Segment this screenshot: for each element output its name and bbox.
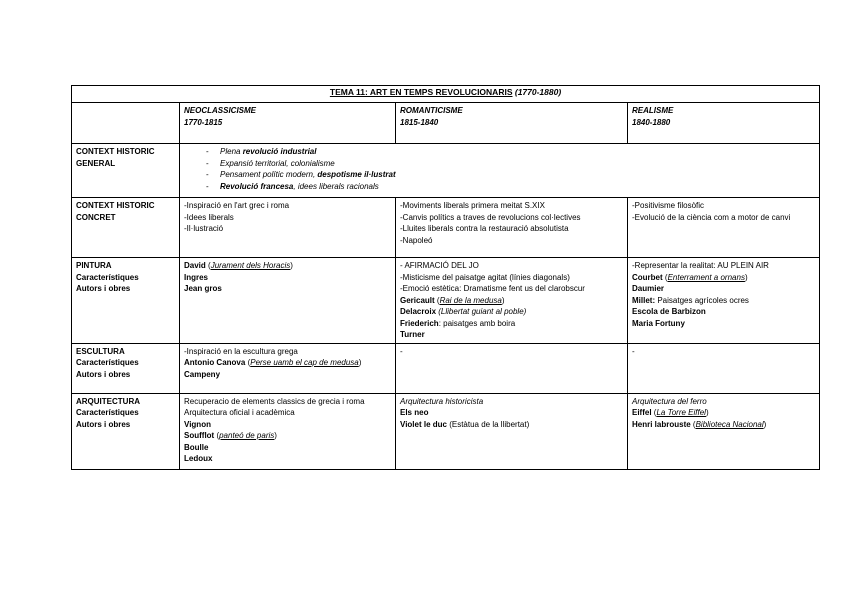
pintura-neo-cell (180, 258, 396, 344)
title-main: TEMA 11: ART EN TEMPS REVOLUCIONARIS (329, 87, 513, 97)
row-context-general (72, 144, 820, 198)
header-name: ROMANTICISME (400, 106, 463, 115)
cell-line: -Misticisme del paisatge agitat (línies diagonals) (400, 272, 570, 282)
row-label-context-general (72, 144, 180, 198)
arquitectura-rom-cell (396, 393, 628, 469)
cell-line: Eiffel (La Torre Eiffel) (632, 408, 709, 417)
row-context-concret (72, 198, 820, 258)
cell-line: Henri labrouste (Biblioteca Nacional) (632, 419, 767, 429)
cell-line: Vignon (184, 419, 211, 429)
cell-line: David (Jurament dels Horacis) (184, 261, 293, 270)
concret-real-cell (628, 198, 820, 258)
header-empty-cell (72, 103, 180, 144)
row-label-line: Autors i obres (76, 419, 131, 429)
escultura-neo-cell (180, 343, 396, 393)
row-label-line: Característiques (76, 272, 139, 282)
header-dates: 1815-1840 (400, 117, 439, 127)
cell-line: Escola de Barbizon (632, 307, 706, 316)
cell-line: -Moviments liberals primera meitat S.XIX (400, 201, 545, 210)
cell-line: -Emoció estètica: Dramatisme fent us del clarobscur (400, 284, 585, 293)
cell-line: - AFIRMACIÓ DEL JO (400, 261, 479, 270)
escultura-rom-cell (396, 343, 628, 393)
context-general-cell (180, 144, 820, 198)
title-dates: (1770-1880) (514, 87, 562, 97)
cell-line: Arquitectura oficial i acadèmica (184, 408, 295, 417)
row-label-context-concret (72, 198, 180, 258)
row-label-line: GENERAL (76, 158, 116, 168)
row-label-line: Característiques (76, 358, 139, 367)
list-item: - Expansió territorial, colonialisme (206, 158, 815, 170)
header-romanticisme (396, 103, 628, 144)
escultura-real-cell (628, 343, 820, 393)
row-escultura (72, 343, 820, 393)
row-arquitectura (72, 393, 820, 469)
cell-line: - (632, 346, 635, 356)
header-realisme (628, 103, 820, 144)
cell-line: Delacroix (Llibertat guiant al poble) (400, 307, 527, 316)
cell-line: -Inspiració en la escultura grega (184, 346, 298, 356)
row-label-line: Característiques (76, 408, 139, 417)
arquitectura-neo-cell (180, 393, 396, 469)
cell-line: -Lluites liberals contra la restauració absolutista (400, 224, 569, 233)
list-item: - Plena revolució industrial (206, 146, 815, 158)
row-label-escultura (72, 343, 180, 393)
row-label-pintura (72, 258, 180, 344)
cell-line: -Evolució de la ciència com a motor de canvi (632, 212, 791, 222)
arquitectura-real-cell (628, 393, 820, 469)
row-label-line: ESCULTURA (76, 346, 125, 356)
header-dates: 1840-1880 (632, 117, 671, 127)
row-label-line: Autors i obres (76, 284, 131, 293)
table-title (72, 86, 820, 103)
row-label-line: ARQUITECTURA (76, 396, 140, 406)
cell-line: Turner (400, 330, 425, 339)
cell-line: Ledoux (184, 454, 213, 463)
cell-line: Arquitectura del ferro (632, 396, 707, 406)
cell-line: Arquitectura historicista (400, 396, 484, 406)
row-label-line: CONCRET (76, 212, 116, 222)
cell-line: Maria Fortuny (632, 318, 685, 328)
cell-line: Gericault (Rai de la medusa) (400, 295, 505, 305)
art-table (71, 85, 820, 470)
row-label-line: CONTEXT HISTORIC (76, 201, 155, 210)
cell-line: -Inspiració en l'art grec i roma (184, 201, 290, 210)
cell-line: Daumier (632, 284, 665, 293)
cell-line: - (400, 346, 403, 356)
cell-line: Ingres (184, 272, 209, 282)
cell-line: Courbet (Enterrament a ornans) (632, 272, 748, 282)
concret-rom-cell (396, 198, 628, 258)
title-row (72, 86, 820, 103)
cell-line: Friederich: paisatges amb boira (400, 318, 516, 328)
list-item: - Revolució francesa, idees liberals racionals (206, 181, 815, 193)
row-label-line: PINTURA (76, 261, 112, 270)
cell-line: Antonio Canova (Perse uamb el cap de medusa) (184, 358, 362, 367)
cell-line: Soufflot (panteó de paris) (184, 431, 277, 440)
cell-line: Jean gros (184, 284, 222, 293)
cell-line: -Positivisme filosòfic (632, 201, 705, 210)
header-name: NEOCLASSICISME (184, 106, 257, 115)
concret-neo-cell (180, 198, 396, 258)
cell-line: -Napoleó (400, 235, 433, 245)
cell-line: Recuperacio de elements classics de grecia i roma (184, 396, 365, 406)
cell-line: -Representar la realitat: AU PLEIN AIR (632, 261, 769, 270)
row-label-line: Autors i obres (76, 369, 131, 379)
context-general-list (184, 146, 815, 192)
cell-line: -Idees liberals (184, 212, 234, 222)
cell-line: -Il·lustració (184, 224, 224, 233)
cell-line: -Canvis polítics a traves de revolucions col·lectives (400, 212, 581, 222)
row-pintura (72, 258, 820, 344)
cell-line: Campeny (184, 369, 221, 379)
header-dates: 1770-1815 (184, 117, 223, 127)
cell-line: Millet: Paisatges agrícoles ocres (632, 295, 749, 305)
cell-line: Violet le duc (Estàtua de la llibertat) (400, 419, 530, 429)
list-item: - Pensament polític modern, despotisme il·lustrat (206, 169, 815, 181)
pintura-rom-cell (396, 258, 628, 344)
header-name: REALISME (632, 106, 674, 115)
header-row (72, 103, 820, 144)
cell-line: Els neo (400, 408, 429, 417)
header-neoclassicisme (180, 103, 396, 144)
cell-line: Boulle (184, 442, 209, 452)
pintura-real-cell (628, 258, 820, 344)
row-label-arquitectura (72, 393, 180, 469)
row-label-line: CONTEXT HISTORIC (76, 147, 155, 156)
